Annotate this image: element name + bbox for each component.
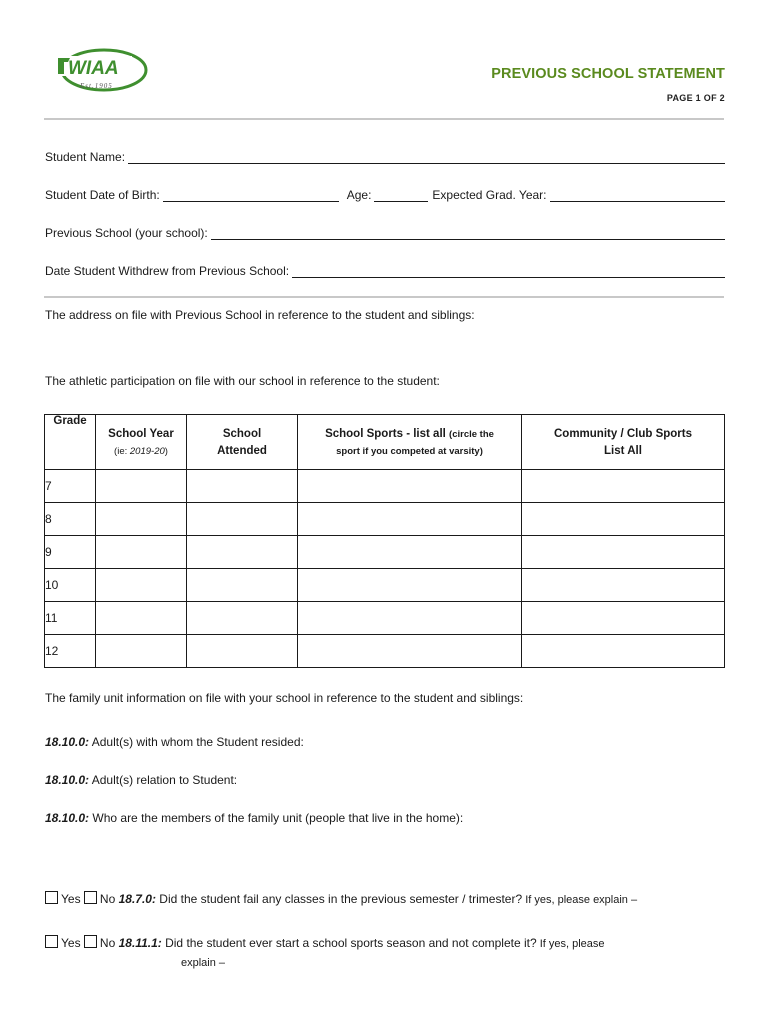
table-row (45, 635, 725, 668)
school-attended-header (187, 415, 298, 470)
school-sports-cell[interactable] (298, 470, 522, 503)
school-attended-label-1: School (222, 428, 262, 440)
logo-graphic (54, 46, 148, 94)
school-sports-cell[interactable] (298, 536, 522, 569)
table-row (45, 536, 725, 569)
yes-label: Yes (61, 892, 81, 906)
grad-year-label: Expected Grad. Year: (432, 188, 547, 202)
community-sports-cell[interactable] (522, 569, 725, 602)
question-text: Did the student fail any classes in the previous semester / trimester? (155, 892, 523, 906)
address-text: The address on file with Previous School in reference to the student and siblings: (45, 308, 475, 322)
school-year-header (96, 415, 187, 470)
school-year-sub-suffix: ) (164, 446, 168, 457)
school-attended-cell[interactable] (187, 602, 298, 635)
withdrew-field[interactable] (292, 264, 725, 278)
school-year-cell[interactable] (96, 602, 187, 635)
school-sports-header (298, 415, 522, 470)
rule-code: 18.11.1: (118, 936, 162, 950)
school-attended-cell[interactable] (187, 503, 298, 536)
grade-cell: 8 (45, 503, 96, 536)
previous-school-field[interactable] (211, 226, 725, 240)
yes-label: Yes (61, 936, 81, 950)
rule-family-members (45, 811, 463, 825)
rule-text: Who are the members of the family unit (people that live in the home): (89, 811, 464, 825)
dob-label: Student Date of Birth: (45, 188, 160, 202)
community-sports-cell[interactable] (522, 602, 725, 635)
rule-text: Adult(s) relation to Student: (89, 773, 238, 787)
rule-adults-relation (45, 773, 237, 787)
fields-divider (44, 296, 724, 298)
no-checkbox[interactable] (84, 935, 97, 948)
school-sports-cell[interactable] (298, 635, 522, 668)
yes-checkbox[interactable] (45, 891, 58, 904)
school-year-cell[interactable] (96, 503, 187, 536)
student-name-label: Student Name: (45, 150, 126, 164)
rule-code: 18.10.0: (45, 811, 90, 825)
athletic-text: The athletic participation on file with our school in reference to the student: (45, 374, 440, 388)
school-sports-cell[interactable] (298, 602, 522, 635)
student-name-row (45, 150, 725, 164)
school-sports-cell[interactable] (298, 569, 522, 602)
grade-cell: 7 (45, 470, 96, 503)
grade-cell: 10 (45, 569, 96, 602)
school-sports-note-1: (circle the (449, 429, 494, 440)
community-sports-label-1: Community / Club Sports (554, 428, 692, 440)
question-incomplete-season (45, 935, 605, 950)
school-year-cell[interactable] (96, 536, 187, 569)
document-title: PREVIOUS SCHOOL STATEMENT (491, 66, 725, 82)
grade-cell: 11 (45, 602, 96, 635)
rule-code: 18.7.0: (118, 892, 156, 906)
table-row (45, 470, 725, 503)
grade-cell: 9 (45, 536, 96, 569)
table-row (45, 602, 725, 635)
school-sports-note-2: sport if you competed at varsity) (336, 446, 483, 457)
school-attended-cell[interactable] (187, 635, 298, 668)
grade-header: Grade (45, 415, 96, 470)
student-name-field[interactable] (128, 150, 725, 164)
school-year-header-label: School Year (108, 428, 174, 440)
athletic-table (44, 414, 725, 668)
yes-checkbox[interactable] (45, 935, 58, 948)
rule-text: Adult(s) with whom the Student resided: (89, 735, 304, 749)
rule-code: 18.10.0: (45, 773, 90, 787)
question-note-continued: explain – (181, 957, 226, 969)
dob-field[interactable] (163, 188, 339, 202)
withdrew-label: Date Student Withdrew from Previous School: (45, 264, 290, 278)
withdrew-row (45, 264, 725, 278)
question-note: If yes, please explain – (522, 894, 638, 906)
school-attended-cell[interactable] (187, 470, 298, 503)
no-label: No (99, 936, 116, 950)
page-number: PAGE 1 OF 2 (666, 93, 725, 103)
question-failed-classes (45, 891, 637, 906)
rule-code: 18.10.0: (45, 735, 90, 749)
community-sports-cell[interactable] (522, 635, 725, 668)
school-attended-cell[interactable] (187, 569, 298, 602)
dob-row (45, 188, 725, 202)
grad-year-field[interactable] (550, 188, 726, 202)
header-divider (44, 118, 724, 120)
school-year-cell[interactable] (96, 470, 187, 503)
logo-subtext: Est.1905 (80, 82, 113, 90)
school-year-sub-example: 2019-20 (129, 446, 165, 457)
previous-school-label: Previous School (your school): (45, 226, 208, 240)
question-note: If yes, please (536, 938, 605, 950)
no-checkbox[interactable] (84, 891, 97, 904)
wiaa-logo (54, 46, 148, 94)
age-field[interactable] (374, 188, 428, 202)
community-sports-cell[interactable] (522, 470, 725, 503)
grade-cell: 12 (45, 635, 96, 668)
school-attended-cell[interactable] (187, 536, 298, 569)
previous-school-row (45, 226, 725, 240)
no-label: No (99, 892, 116, 906)
table-header-row (45, 415, 725, 470)
community-sports-label-2: List All (604, 445, 642, 457)
table-row (45, 569, 725, 602)
community-sports-header (522, 415, 725, 470)
family-text: The family unit information on file with your school in reference to the student and siblings: (45, 691, 524, 705)
school-year-cell[interactable] (96, 569, 187, 602)
school-sports-cell[interactable] (298, 503, 522, 536)
age-label: Age: (346, 188, 372, 202)
rule-adults-resided (45, 735, 304, 749)
question-text: Did the student ever start a school sports season and not complete it? (161, 936, 537, 950)
school-year-sub-prefix: (ie: (114, 446, 130, 457)
school-year-cell[interactable] (96, 635, 187, 668)
community-sports-cell[interactable] (522, 536, 725, 569)
logo-text: WIAA (68, 58, 119, 79)
school-attended-label-2: Attended (217, 445, 267, 457)
community-sports-cell[interactable] (522, 503, 725, 536)
school-sports-label: School Sports - list all (325, 428, 446, 440)
table-row (45, 503, 725, 536)
